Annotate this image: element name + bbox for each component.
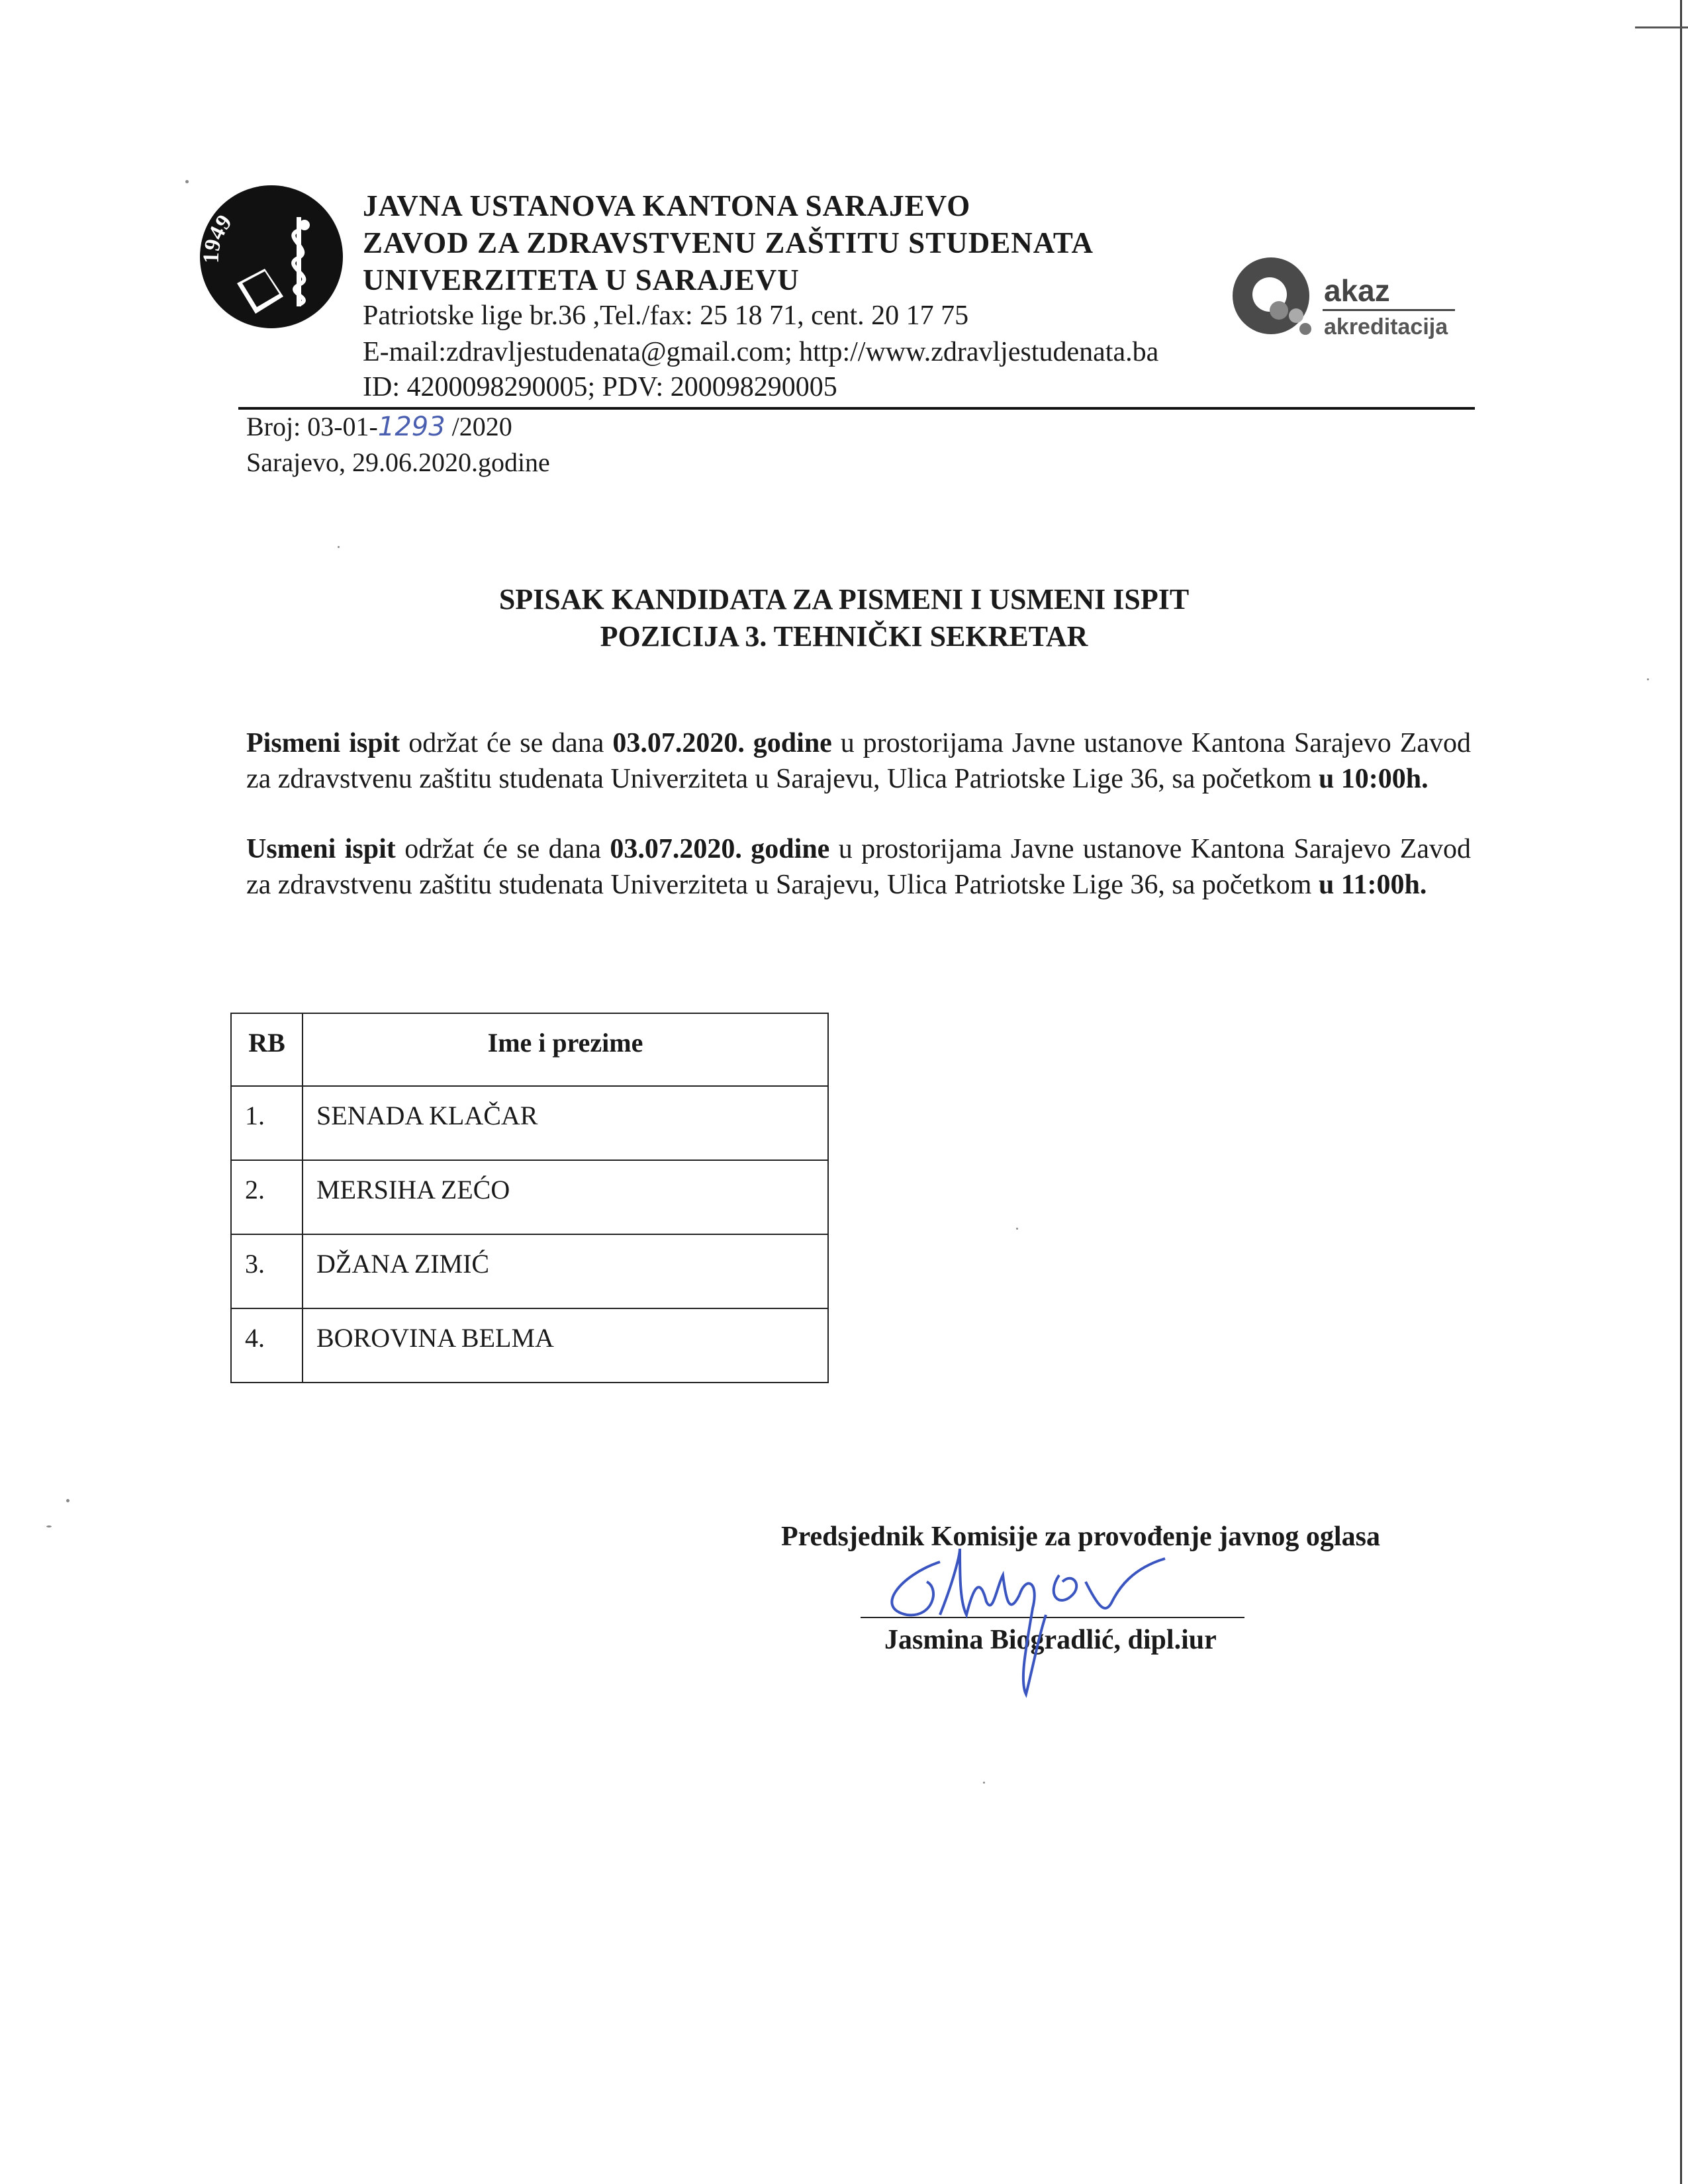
logo-year: 1949 xyxy=(199,210,237,264)
header-ids: ID: 4200098290005; PDV: 200098290005 xyxy=(363,372,837,402)
header-contact: E-mail:zdravljestudenata@gmail.com; http://www.zdravljestudenata.ba xyxy=(363,337,1159,367)
table-header-row xyxy=(231,1013,828,1086)
broj-handwritten: 1293 xyxy=(377,412,445,442)
oral-exam-time: u 11:00h. xyxy=(1318,870,1427,900)
written-exam-time: u 10:00h. xyxy=(1318,764,1429,794)
row-number: 1. xyxy=(231,1086,303,1160)
oral-text-1: održat će se dana xyxy=(395,834,610,864)
signature-name: Jasmina Biogradlić, dipl.iur xyxy=(884,1625,1217,1655)
written-text-2: u prostorijama Javne ustanove Kantona Sarajevo Zavod za zdravstvenu zaštitu studenata Univerziteta u Sarajevu, Ulica Patriotske Lige 36, sa početkom xyxy=(246,728,1471,794)
table-row xyxy=(231,1086,828,1160)
oral-exam-label: Usmeni ispit xyxy=(246,834,396,864)
scan-speck xyxy=(46,1525,52,1527)
scan-edge-mark xyxy=(1635,26,1688,28)
institution-logo xyxy=(199,184,344,330)
oral-exam-date: 03.07.2020. godine xyxy=(610,834,830,864)
scan-speck xyxy=(983,1782,985,1784)
akaz-subtitle: akreditacija xyxy=(1324,314,1448,340)
header-rb: RB xyxy=(231,1013,303,1086)
table-row xyxy=(231,1160,828,1234)
header-name: Ime i prezime xyxy=(303,1013,828,1086)
akaz-accreditation-logo xyxy=(1231,255,1456,347)
candidate-name: SENADA KLAČAR xyxy=(303,1086,828,1160)
scan-speck xyxy=(66,1499,70,1502)
candidate-name: DŽANA ZIMIĆ xyxy=(303,1234,828,1308)
scan-edge-line xyxy=(1680,0,1682,2184)
written-exam-label: Pismeni ispit xyxy=(246,728,400,758)
title-line-2: POZICIJA 3. TEHNIČKI SEKRETAR xyxy=(600,620,1088,653)
written-exam-date: 03.07.2020. godine xyxy=(612,728,832,758)
candidate-name: BOROVINA BELMA xyxy=(303,1308,828,1383)
header-line-1: JAVNA USTANOVA KANTONA SARAJEVO xyxy=(363,189,971,222)
title-line-1: SPISAK KANDIDATA ZA PISMENI I USMENI ISPIT xyxy=(498,583,1190,615)
document-number xyxy=(246,409,512,445)
scan-speck xyxy=(1016,1228,1018,1230)
row-number: 4. xyxy=(231,1308,303,1383)
table-row xyxy=(231,1234,828,1308)
candidate-name: MERSIHA ZEĆO xyxy=(303,1160,828,1234)
written-text-1: održat će se dana xyxy=(400,728,613,758)
row-number: 2. xyxy=(231,1160,303,1234)
scan-speck xyxy=(185,180,189,183)
place-date: Sarajevo, 29.06.2020.godine xyxy=(246,447,550,477)
akaz-brand: akaz xyxy=(1324,273,1390,308)
candidates-table xyxy=(230,1013,829,1383)
oral-exam-paragraph xyxy=(246,831,1471,903)
handwritten-signature xyxy=(861,1535,1192,1701)
scan-speck xyxy=(338,546,340,548)
header-address: Patriotske lige br.36 ,Tel./fax: 25 18 71, cent. 20 17 75 xyxy=(363,300,969,331)
oral-text-2: u prostorijama Javne ustanove Kantona Sarajevo Zavod za zdravstvenu zaštitu studenata Univerziteta u Sarajevu, Ulica Patriotske Lige 36, sa početkom xyxy=(246,834,1471,900)
written-exam-paragraph xyxy=(246,725,1471,797)
header-line-2: ZAVOD ZA ZDRAVSTVENU ZAŠTITU STUDENATA xyxy=(363,226,1094,259)
signature-role: Predsjednik Komisije za provođenje javnog oglasa xyxy=(781,1522,1380,1552)
scan-speck xyxy=(1647,678,1649,680)
broj-suffix: /2020 xyxy=(445,412,512,441)
broj-prefix: Broj: 03-01- xyxy=(246,412,378,441)
header-line-3: UNIVERZITETA U SARAJEVU xyxy=(363,263,800,296)
row-number: 3. xyxy=(231,1234,303,1308)
table-row xyxy=(231,1308,828,1383)
